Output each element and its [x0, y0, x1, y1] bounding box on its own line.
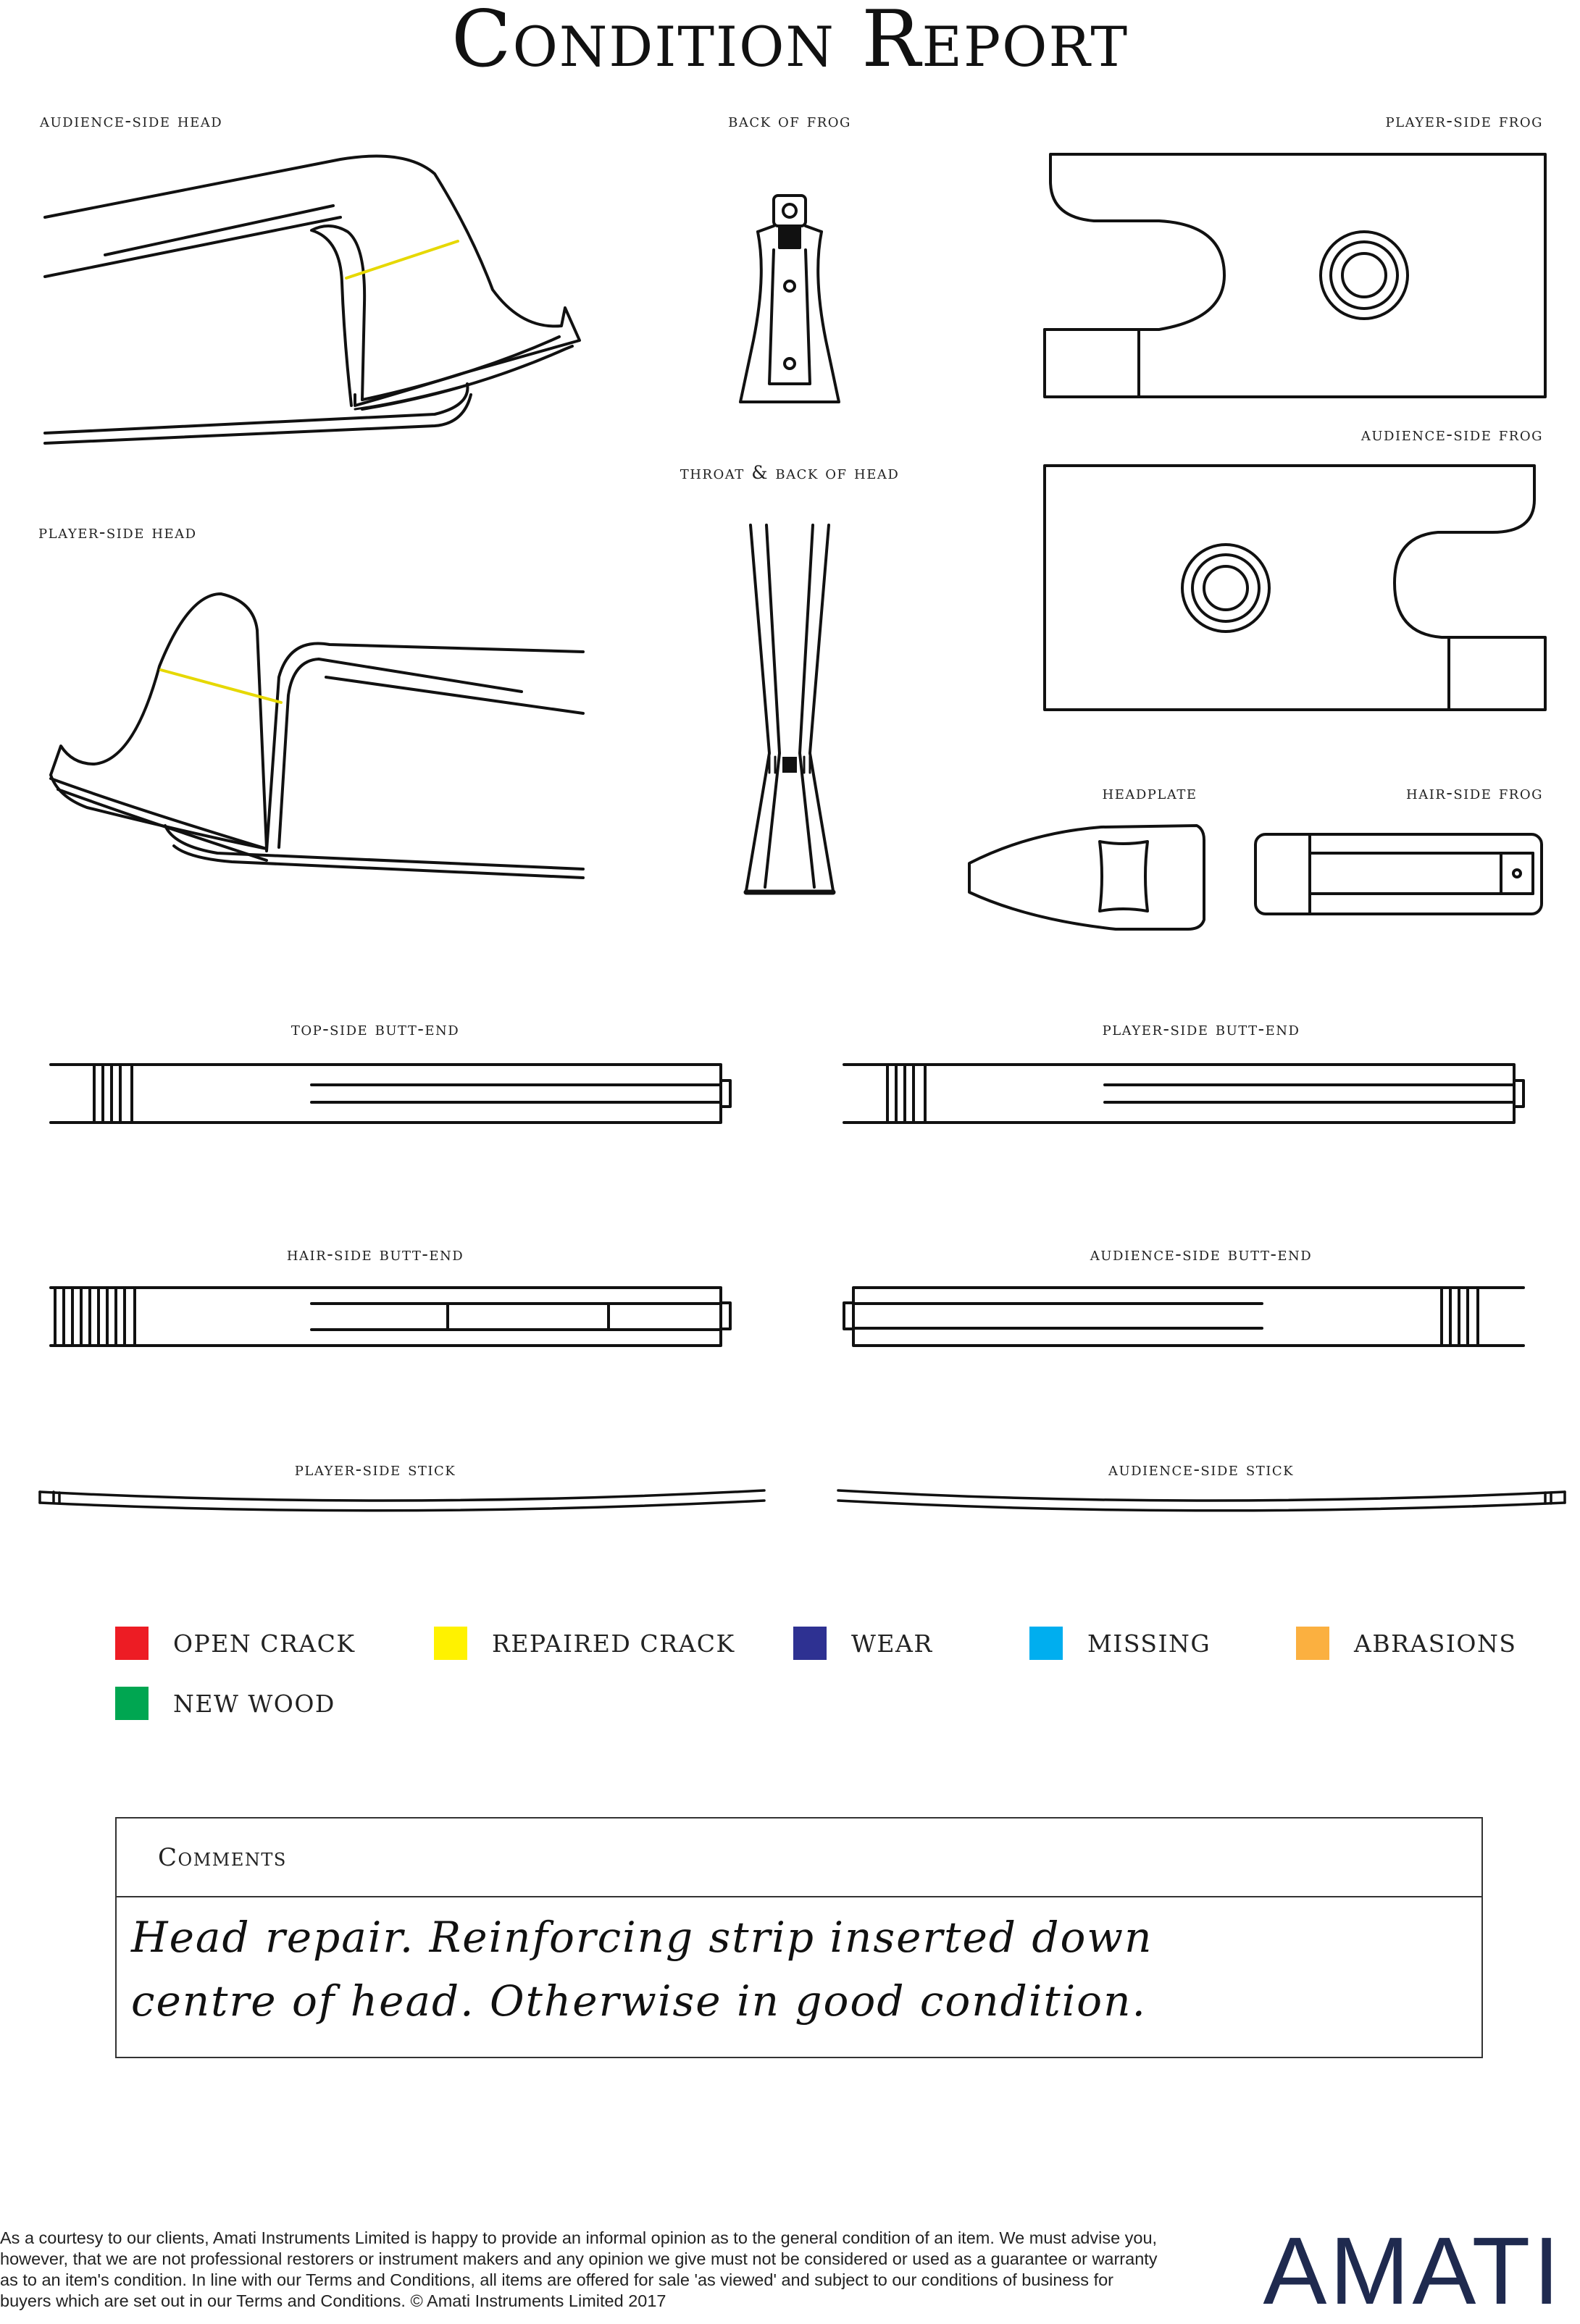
comments-text — [131, 1905, 1471, 2033]
label-headplate: headplate — [1102, 782, 1197, 803]
legend-label: MISSING — [1087, 1629, 1211, 1658]
label-hair-side-butt-end: hair-side butt-end — [286, 1243, 464, 1264]
player-side-head-drawing — [51, 594, 583, 878]
audience-side-butt-end-drawing — [844, 1288, 1523, 1346]
label-audience-side-frog: audience-side frog — [1360, 424, 1543, 445]
legend-item-open-crack — [115, 1627, 356, 1660]
legend-label: OPEN CRACK — [173, 1629, 356, 1658]
comments-line-1: Head repair. Reinforcing strip inserted down — [131, 1913, 1153, 1962]
abrasions-swatch — [1296, 1627, 1329, 1660]
comments-box — [115, 1817, 1483, 2058]
top-side-butt-end-drawing — [51, 1065, 730, 1123]
open-crack-swatch — [115, 1627, 149, 1660]
comments-line-2: centre of head. Otherwise in good condition. — [131, 1976, 1147, 2026]
missing-swatch — [1029, 1627, 1063, 1660]
wear-swatch — [793, 1627, 827, 1660]
back-of-frog-drawing — [740, 196, 839, 402]
audience-side-head-drawing — [45, 156, 580, 444]
label-throat-back-of-head: throat & back of head — [680, 462, 900, 483]
label-player-side-butt-end: player-side butt-end — [1102, 1018, 1300, 1039]
legend-label: NEW WOOD — [173, 1689, 335, 1718]
legend-item-abrasions — [1296, 1627, 1516, 1660]
label-player-side-stick: player-side stick — [294, 1459, 456, 1480]
legend-item-missing — [1029, 1627, 1211, 1660]
amati-logo: AMATI — [1263, 2218, 1563, 2324]
disclaimer-text: As a courtesy to our clients, Amati Instruments Limited is happy to provide an informal opinion as to the general condition of an item. We must advise you, however, that we are not professional restorers or instrument makers and any opinion we give must not be considered or used as a guarantee or warranty as to an item's condition. In line with our Terms and Conditions, all items are offered for sale 'as viewed' and subject to our conditions of business for buyers which are set out in our Terms and Conditions. © Amati Instruments Limited 2017 — [0, 2228, 1158, 2310]
new-wood-swatch — [115, 1687, 149, 1720]
repaired-crack-swatch — [434, 1627, 467, 1660]
legend-item-wear — [793, 1627, 933, 1660]
audience-side-frog-drawing — [1045, 466, 1545, 710]
label-player-side-head: player-side head — [38, 521, 197, 542]
comments-header — [117, 1818, 1481, 1897]
throat-back-of-head-drawing — [746, 525, 833, 892]
legend-label: ABRASIONS — [1354, 1629, 1517, 1658]
player-side-frog-drawing — [1045, 154, 1545, 397]
comments-heading: Comments — [158, 1843, 287, 1872]
hair-side-frog-drawing — [1255, 834, 1542, 914]
player-side-butt-end-drawing — [844, 1065, 1523, 1123]
hair-side-butt-end-drawing — [51, 1288, 730, 1346]
legend-item-new-wood — [115, 1687, 335, 1720]
page-title: Condition Report — [451, 0, 1129, 85]
legend-label: WEAR — [851, 1629, 933, 1658]
headplate-drawing — [969, 826, 1204, 929]
legend-item-repaired-crack — [434, 1627, 735, 1660]
label-back-of-frog: back of frog — [728, 110, 851, 131]
audience-side-stick-drawing — [838, 1490, 1565, 1511]
label-hair-side-frog: hair-side frog — [1406, 782, 1543, 803]
label-audience-side-butt-end: audience-side butt-end — [1090, 1243, 1313, 1264]
label-audience-side-stick: audience-side stick — [1108, 1459, 1295, 1480]
player-side-stick-drawing — [40, 1490, 764, 1511]
label-player-side-frog: player-side frog — [1385, 110, 1543, 131]
legend-label: REPAIRED CRACK — [492, 1629, 735, 1658]
label-top-side-butt-end: top-side butt-end — [290, 1018, 460, 1039]
label-audience-side-head: audience-side head — [40, 110, 223, 131]
